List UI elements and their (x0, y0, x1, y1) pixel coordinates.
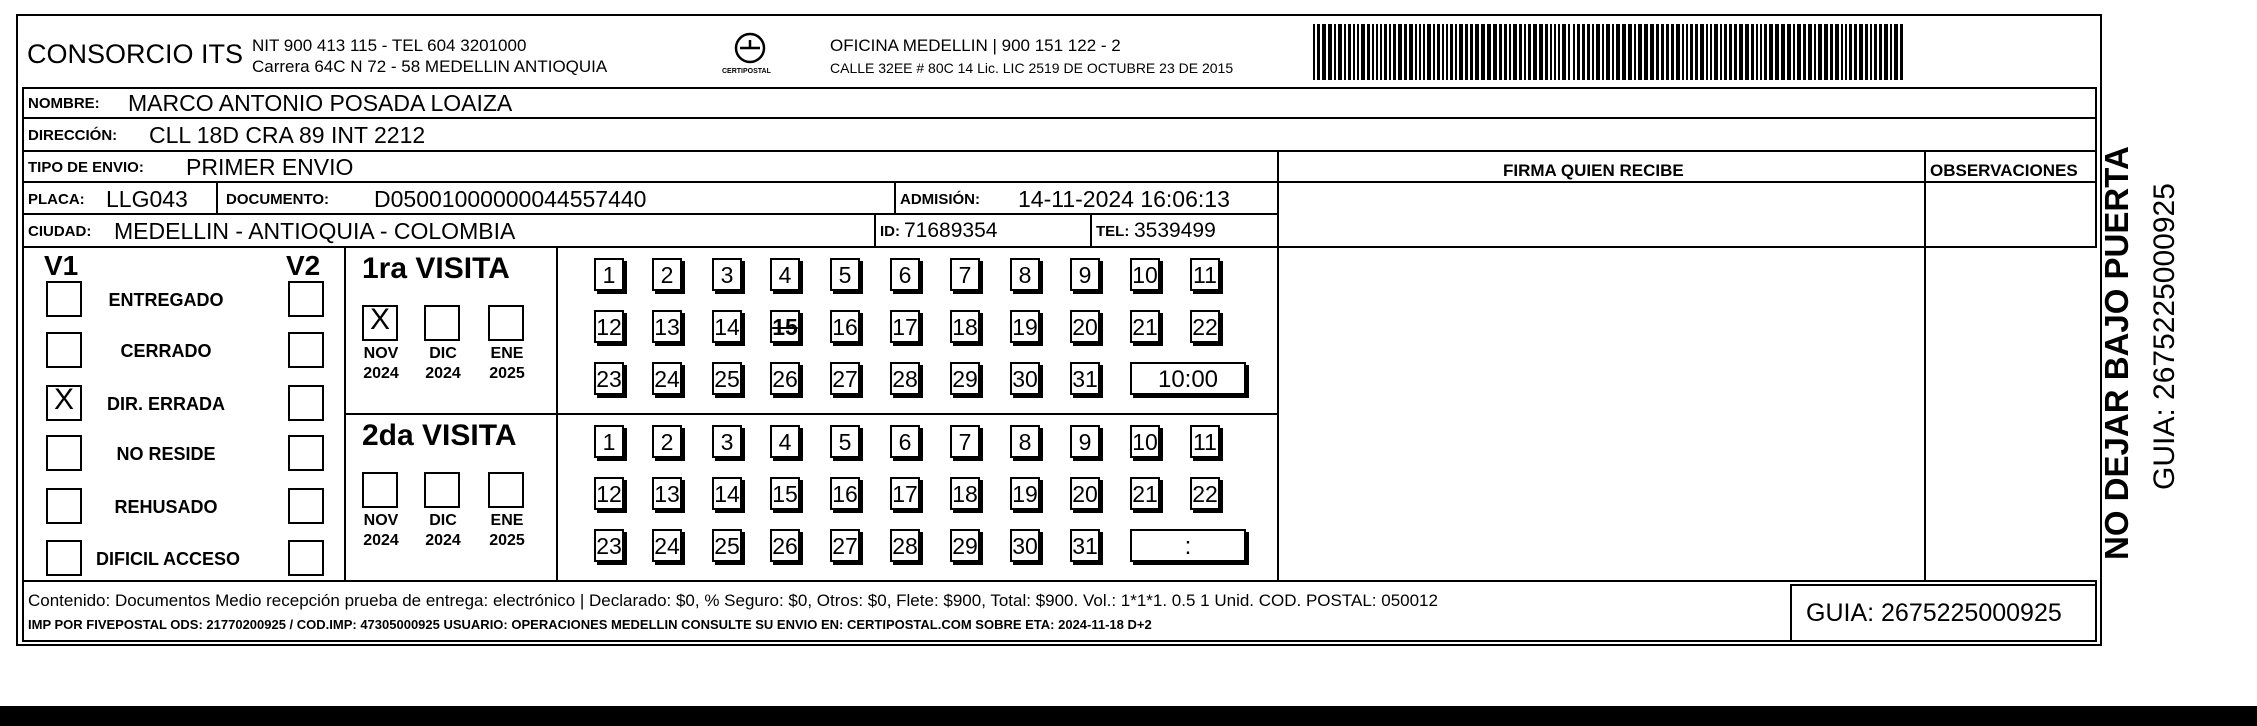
barcode-bar (1760, 24, 1762, 80)
visit-year-label: 2024 (363, 365, 399, 382)
visit-month-label: NOV (363, 512, 399, 529)
visit-title: 1ra VISITA (362, 252, 510, 285)
placa-label: PLACA: (28, 191, 85, 208)
barcode-bar (1666, 24, 1669, 80)
barcode-bar (1384, 24, 1387, 80)
visit-day-box[interactable]: 28 (890, 529, 920, 562)
tel-label: TEL: (1096, 223, 1130, 240)
barcode-bar (1720, 24, 1722, 80)
barcode-bar (1519, 24, 1522, 80)
visit-day-box[interactable]: 12 (594, 477, 624, 510)
barcode-bar (1775, 24, 1779, 80)
visit-day-box[interactable]: 9 (1070, 258, 1100, 291)
status-v1-checkbox[interactable] (46, 332, 82, 368)
barcode-bar (1398, 24, 1402, 80)
barcode-bar (1756, 24, 1758, 80)
status-option-label: NO RESIDE (116, 444, 216, 464)
visit-day-box[interactable]: 22 (1190, 477, 1220, 510)
visit-time-box[interactable]: 10:00 (1130, 362, 1246, 395)
status-v1-checkbox[interactable]: X (46, 385, 82, 421)
visit-month-checkbox[interactable] (424, 472, 460, 508)
visit-day-box[interactable]: 18 (950, 477, 980, 510)
barcode-bar (1622, 24, 1626, 80)
barcode-bar (1612, 24, 1614, 80)
barcode-bar (1558, 24, 1560, 80)
barcode-bar (1686, 24, 1688, 80)
status-v1-checkbox[interactable] (46, 488, 82, 524)
barcode-bar (1803, 24, 1806, 80)
visit-day-box[interactable]: 19 (1010, 310, 1040, 343)
barcode-bar (1751, 24, 1754, 80)
barcode-bar (1442, 24, 1444, 80)
visit-day-box[interactable]: 16 (830, 477, 860, 510)
barcode-bar (1353, 24, 1355, 80)
ciudad-value: MEDELLIN - ANTIOQUIA - COLOMBIA (114, 218, 516, 244)
status-v2-checkbox[interactable] (288, 281, 324, 317)
barcode-bar (1328, 24, 1332, 80)
visit-year-label: 2024 (425, 365, 461, 382)
tipo-envio-value: PRIMER ENVIO (186, 154, 354, 180)
visit-day-box[interactable]: 4 (770, 258, 800, 291)
v1-label: V1 (44, 250, 79, 281)
visit-month-label: ENE (490, 345, 524, 362)
barcode-bar (1545, 24, 1548, 80)
barcode-bar (1671, 24, 1674, 80)
barcode-bar (1409, 24, 1413, 80)
barcode-bar (1870, 24, 1872, 80)
row-line-3 (22, 181, 1279, 183)
visit-day-box[interactable]: 22 (1190, 310, 1220, 343)
certipostal-logo-icon (718, 32, 782, 68)
visit-day-box[interactable]: 2 (652, 425, 682, 458)
status-v1-checkbox[interactable] (46, 435, 82, 471)
barcode-bar (1554, 24, 1556, 80)
tipo-envio-label: TIPO DE ENVIO: (28, 159, 144, 176)
visit-month-label: ENE (490, 512, 524, 529)
guia-box-value: GUIA: 2675225000925 (1806, 599, 2062, 627)
barcode-bar (1348, 24, 1351, 80)
admision-value: 14-11-2024 16:06:13 (1018, 186, 1230, 212)
firma-label: FIRMA QUIEN RECIBE (1503, 161, 1684, 180)
barcode-bar (1769, 24, 1773, 80)
barcode-bar (1845, 24, 1847, 80)
nit-line: NIT 900 413 115 - TEL 604 3201000 (252, 36, 527, 55)
barcode-bar (1739, 24, 1743, 80)
barcode-bar (1372, 24, 1374, 80)
visit-day-box[interactable]: 7 (950, 258, 980, 291)
id-label: ID: (880, 223, 900, 240)
barcode-bar (1894, 24, 1898, 80)
barcode-bar (1690, 24, 1693, 80)
id-value: 71689354 (904, 219, 998, 242)
barcode-bar (1487, 24, 1491, 80)
barcode-bar (1475, 24, 1479, 80)
barcode-bar (1793, 24, 1795, 80)
barcode-bar (1573, 24, 1575, 80)
barcode-bar (1787, 24, 1791, 80)
barcode-bar (1404, 24, 1407, 80)
status-option-label: DIFICIL ACCESO (96, 549, 241, 569)
barcode-bar (1729, 24, 1732, 80)
barcode-bar (1470, 24, 1473, 80)
visit-day-box[interactable]: 24 (652, 529, 682, 562)
barcode-bar (1322, 24, 1326, 80)
barcode-bar (1450, 24, 1453, 80)
barcode-bar (1638, 24, 1642, 80)
visit-day-box[interactable]: 20 (1070, 477, 1100, 510)
barcode-bar (1568, 24, 1570, 80)
barcode-bar (1602, 24, 1604, 80)
status-option-label: DIR. ERRADA (106, 394, 225, 414)
barcode-bar (1455, 24, 1457, 80)
visit-day-box[interactable]: 20 (1070, 310, 1100, 343)
imp-line: IMP POR FIVEPOSTAL ODS: 21770200925 / COD.IMP: 47305000925 USUARIO: OPERACIONES MEDELLIN CONSULTE SU ENVIO EN: CERTIPOSTAL.COM SOBRE ETA: 2024-11-18 D+2 (28, 617, 1152, 632)
barcode-bar (1835, 24, 1839, 80)
barcode-bar (1661, 24, 1664, 80)
visit-row-line (344, 413, 1279, 415)
visit-day-box[interactable]: 18 (950, 310, 980, 343)
v2-label: V2 (286, 250, 321, 281)
visit-day-box[interactable]: 11 (1190, 425, 1220, 458)
barcode-bar (1582, 24, 1585, 80)
visit-day-box[interactable]: 6 (890, 258, 920, 291)
barcode-bar (1865, 24, 1868, 80)
barcode-bar (1734, 24, 1737, 80)
barcode-bar (1380, 24, 1382, 80)
visit-day-box[interactable]: 7 (950, 425, 980, 458)
barcode-bar (1714, 24, 1718, 80)
barcode-bar (1634, 24, 1636, 80)
barcode-bar (1592, 24, 1594, 80)
visit-day-box[interactable]: 2 (652, 258, 682, 291)
logo-caption: CERTIPOSTAL (722, 68, 771, 75)
visit-day-box[interactable]: 25 (712, 529, 742, 562)
barcode-bar (1695, 24, 1698, 80)
barcode-bar (1616, 24, 1620, 80)
visit-day-box[interactable]: 21 (1130, 310, 1160, 343)
barcode-bar (1824, 24, 1828, 80)
barcode-bar (1317, 24, 1320, 80)
status-v2-checkbox[interactable] (288, 435, 324, 471)
visit-day-box[interactable]: 8 (1010, 258, 1040, 291)
barcode-bar (1415, 24, 1417, 80)
visit-day-box[interactable]: 5 (830, 425, 860, 458)
barcode-bar (1361, 24, 1365, 80)
barcode-bar (1854, 24, 1857, 80)
status-option-label: ENTREGADO (108, 290, 224, 310)
barcode-bar (1700, 24, 1704, 80)
barcode-bar (1879, 24, 1882, 80)
footer-frame (22, 580, 2097, 642)
barcode-bar (1587, 24, 1590, 80)
row-line-1 (22, 117, 2097, 119)
barcode-bar (1682, 24, 1684, 80)
barcode-bar (1650, 24, 1654, 80)
barcode-bar (1334, 24, 1336, 80)
barcode-bar (1706, 24, 1708, 80)
barcode-bar (1644, 24, 1648, 80)
visit-day-box[interactable]: 13 (652, 477, 682, 510)
status-v2-checkbox[interactable] (288, 488, 324, 524)
visit-day-box[interactable]: 1 (594, 425, 624, 458)
visit-day-box[interactable]: 8 (1010, 425, 1040, 458)
visit-day-box[interactable]: 26 (770, 362, 800, 395)
placa-divider (216, 181, 218, 213)
barcode-bar (1797, 24, 1801, 80)
visit-day-box[interactable]: 3 (712, 258, 742, 291)
visit-year-label: 2025 (489, 532, 525, 549)
barcode-bar (1427, 24, 1431, 80)
barcode-bar (1849, 24, 1852, 80)
barcode-bar (1808, 24, 1812, 80)
barcode-bar (1656, 24, 1659, 80)
barcode-bar (1764, 24, 1767, 80)
obs-divider (1924, 150, 1926, 582)
visit-month-label: NOV (363, 345, 399, 362)
barcode-bar (1606, 24, 1610, 80)
visit-day-box[interactable]: 10 (1130, 425, 1160, 458)
barcode-bar (1513, 24, 1517, 80)
visit-day-box[interactable]: 6 (890, 425, 920, 458)
barcode-bar (1676, 24, 1680, 80)
visit-month-checkbox[interactable]: X (362, 305, 398, 341)
admision-label: ADMISIÓN: (900, 191, 980, 208)
visit-year-label: 2025 (489, 365, 525, 382)
barcode-bar (1814, 24, 1816, 80)
barcode-bar (1338, 24, 1342, 80)
visit-day-box[interactable]: 21 (1130, 477, 1160, 510)
visit-day-box[interactable]: 15 (770, 310, 800, 343)
visit-year-label: 2024 (363, 532, 399, 549)
visit-day-box[interactable]: 31 (1070, 529, 1100, 562)
barcode-bar (1499, 24, 1502, 80)
visit-month-checkbox[interactable] (488, 472, 524, 508)
visit-day-box[interactable]: 30 (1010, 529, 1040, 562)
barcode-bar (1509, 24, 1511, 80)
observaciones-label: OBSERVACIONES (1930, 161, 2078, 180)
visit-day-box[interactable]: 16 (830, 310, 860, 343)
visit-day-box[interactable]: 3 (712, 425, 742, 458)
visit-day-box[interactable]: 9 (1070, 425, 1100, 458)
barcode-bar (1465, 24, 1468, 80)
visit-day-box[interactable]: 24 (652, 362, 682, 395)
visit-day-box[interactable]: 23 (594, 362, 624, 395)
visit-month-checkbox[interactable] (362, 472, 398, 508)
barcode-bar (1481, 24, 1485, 80)
barcode-bar (1533, 24, 1537, 80)
visit-day-box[interactable]: 23 (594, 529, 624, 562)
barcode (1313, 24, 1905, 80)
barcode-bar (1528, 24, 1531, 80)
barcode-bar (1745, 24, 1749, 80)
visit-month-label: DIC (429, 512, 457, 529)
row-line-2 (22, 150, 2097, 152)
visit-day-box[interactable]: 15 (770, 477, 800, 510)
status-v1-checkbox[interactable] (46, 540, 82, 576)
barcode-bar (1459, 24, 1463, 80)
barcode-bar (1841, 24, 1843, 80)
barcode-bar (1818, 24, 1822, 80)
office-line: OFICINA MEDELLIN | 900 151 122 - 2 (830, 36, 1121, 55)
barcode-bar (1577, 24, 1580, 80)
admision-divider (894, 181, 896, 213)
direccion-value: CLL 18D CRA 89 INT 2212 (149, 122, 426, 148)
certipostal-logo (718, 32, 782, 78)
visit-day-box[interactable]: 25 (712, 362, 742, 395)
status-v2-checkbox[interactable] (288, 385, 324, 421)
barcode-bar (1781, 24, 1785, 80)
visit-day-box[interactable]: 5 (830, 258, 860, 291)
barcode-bar (1437, 24, 1440, 80)
barcode-bar (1524, 24, 1526, 80)
barcode-bar (1419, 24, 1421, 80)
barcode-bar (1900, 24, 1903, 80)
visit-day-box[interactable]: 11 (1190, 258, 1220, 291)
visit-day-box[interactable]: 27 (830, 362, 860, 395)
nombre-label: NOMBRE: (28, 95, 100, 112)
documento-label: DOCUMENTO: (226, 191, 330, 208)
barcode-bar (1550, 24, 1552, 80)
status-option-label: REHUSADO (114, 497, 218, 517)
no-dejar-bajo-puerta: NO DEJAR BAJO PUERTA (2098, 146, 2135, 560)
visit-day-box[interactable]: 29 (950, 529, 980, 562)
barcode-bar (1433, 24, 1435, 80)
direccion-label: DIRECCIÓN: (28, 127, 118, 144)
visit-day-box[interactable]: 1 (594, 258, 624, 291)
placa-value: LLG043 (106, 186, 188, 212)
visit-day-box[interactable]: 31 (1070, 362, 1100, 395)
sig-header-line (1277, 181, 2097, 183)
tel-value: 3539499 (1134, 219, 1216, 242)
barcode-bar (1724, 24, 1727, 80)
barcode-bar (1859, 24, 1863, 80)
visit-day-box[interactable]: 12 (594, 310, 624, 343)
barcode-bar (1446, 24, 1448, 80)
barcode-bar (1357, 24, 1359, 80)
visit-day-box[interactable]: 17 (890, 310, 920, 343)
visit-month-label: DIC (429, 345, 457, 362)
barcode-bar (1830, 24, 1833, 80)
status-v1-checkbox[interactable] (46, 281, 82, 317)
visit-day-box[interactable]: 28 (890, 362, 920, 395)
id-divider (874, 213, 876, 248)
visit-day-box[interactable]: 27 (830, 529, 860, 562)
contenido-line: Contenido: Documentos Medio recepción prueba de entrega: electrónico | Declarado: $0, % Seguro: $0, Otros: $0, Flete: $900, Total: $900. Vol.: 1*1*1. 0.5 1 Unid. COD. POSTAL: 050012 (28, 591, 1438, 610)
barcode-bar (1596, 24, 1600, 80)
visit-day-box[interactable]: 29 (950, 362, 980, 395)
barcode-bar (1389, 24, 1391, 80)
barcode-bar (1393, 24, 1396, 80)
address-line: Carrera 64C N 72 - 58 MEDELLIN ANTIOQUIA (252, 57, 608, 76)
visit-day-box[interactable]: 13 (652, 310, 682, 343)
barcode-bar (1376, 24, 1378, 80)
bottom-band (0, 706, 2257, 726)
visit-year-label: 2024 (425, 532, 461, 549)
visit-title: 2da VISITA (362, 419, 517, 452)
visit-day-box[interactable]: 10 (1130, 258, 1160, 291)
barcode-bar (1344, 24, 1346, 80)
license-line: CALLE 32EE # 80C 14 Lic. LIC 2519 DE OCTUBRE 23 DE 2015 (830, 60, 1234, 76)
status-v2-checkbox[interactable] (288, 540, 324, 576)
barcode-bar (1562, 24, 1566, 80)
status-v2-checkbox[interactable] (288, 332, 324, 368)
visit-month-checkbox[interactable] (488, 305, 524, 341)
visit-day-box[interactable]: 17 (890, 477, 920, 510)
barcode-bar (1884, 24, 1888, 80)
barcode-bar (1423, 24, 1425, 80)
visit-day-box[interactable]: 14 (712, 477, 742, 510)
barcode-bar (1313, 24, 1315, 80)
barcode-bar (1628, 24, 1632, 80)
visit-day-box[interactable]: 26 (770, 529, 800, 562)
visit-time-box[interactable]: : (1130, 529, 1246, 562)
ciudad-label: CIUDAD: (28, 223, 92, 240)
barcode-bar (1493, 24, 1497, 80)
barcode-bar (1710, 24, 1712, 80)
side-guia: GUIA: 2675225000925 (2148, 183, 2181, 490)
visit-day-box[interactable]: 19 (1010, 477, 1040, 510)
tel-divider (1090, 213, 1092, 248)
nombre-value: MARCO ANTONIO POSADA LOAIZA (128, 90, 513, 116)
barcode-bar (1539, 24, 1543, 80)
visit-day-box[interactable]: 14 (712, 310, 742, 343)
barcode-bar (1890, 24, 1892, 80)
visit-day-box[interactable]: 30 (1010, 362, 1040, 395)
barcode-bar (1504, 24, 1507, 80)
visit-day-box[interactable]: 4 (770, 425, 800, 458)
barcode-bar (1367, 24, 1370, 80)
status-option-label: CERRADO (120, 341, 212, 361)
visit-month-checkbox[interactable] (424, 305, 460, 341)
company-name: CONSORCIO ITS (27, 39, 244, 69)
documento-value: D05001000000044557440 (374, 186, 647, 212)
barcode-bar (1874, 24, 1877, 80)
